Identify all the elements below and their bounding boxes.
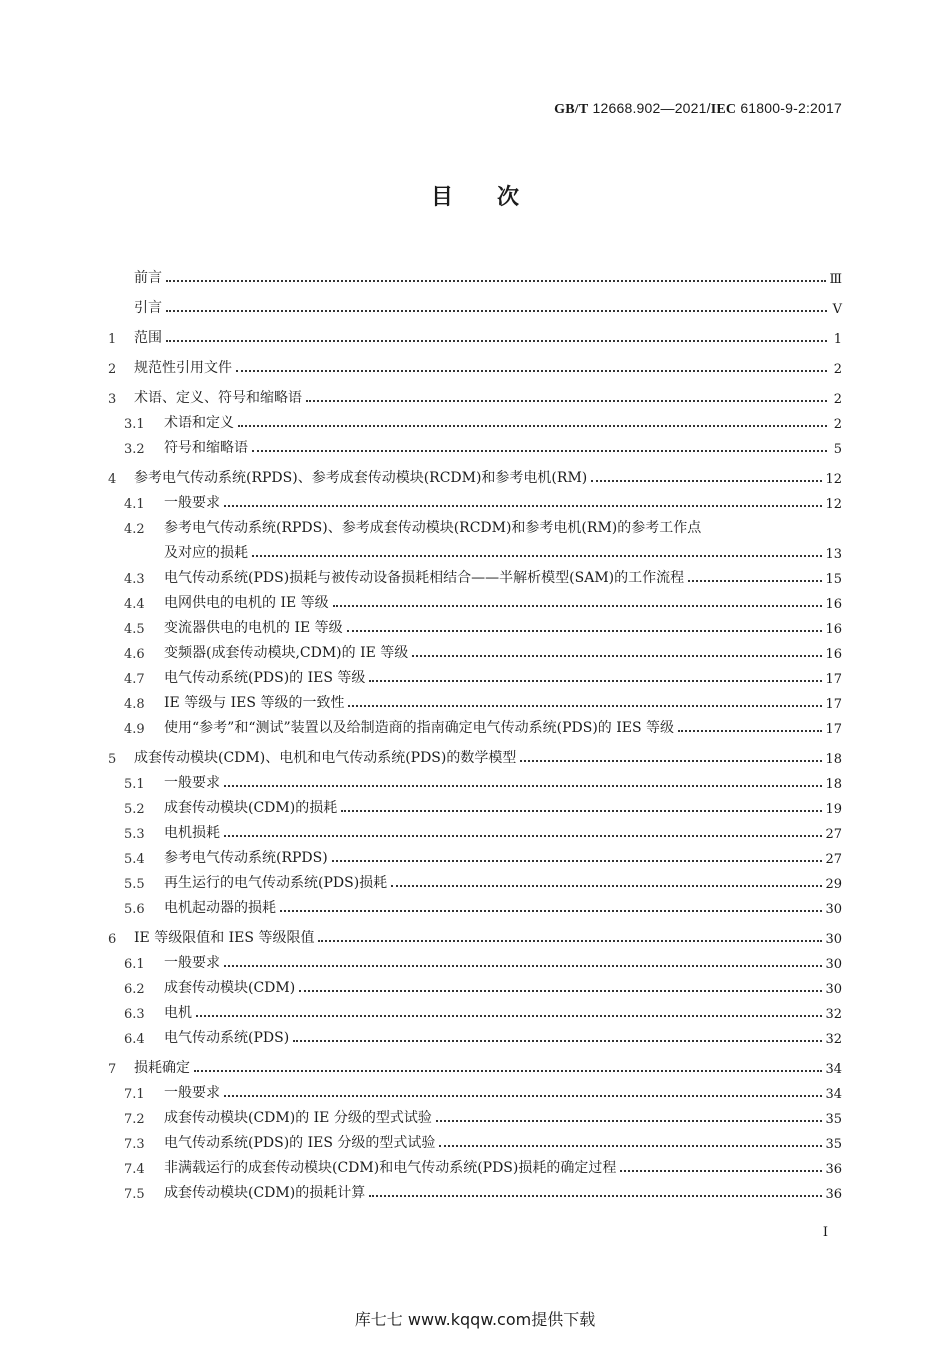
toc-entry-label: IE 等级与 IES 等级的一致性 — [164, 695, 345, 711]
toc-entry-number: 3 — [108, 392, 117, 407]
toc-entry-label: 成套传动模块(CDM)的损耗计算 — [164, 1185, 366, 1201]
toc-entry[interactable] — [108, 512, 842, 537]
toc-entry-page: 27 — [825, 852, 842, 867]
toc-entry-page: 5 — [833, 442, 842, 457]
toc-entry-page: 16 — [825, 647, 842, 662]
toc-entry-label: 引言 — [134, 300, 162, 316]
dot-leader — [333, 604, 823, 607]
toc-entry-number: 5.6 — [124, 902, 145, 917]
toc-entry[interactable] — [108, 537, 842, 562]
dot-leader — [341, 809, 822, 812]
toc-entry-label: 使用“参考”和“测试”装置以及给制造商的指南确定电气传动系统(PDS)的 IES 等级 — [164, 720, 675, 736]
toc-entry[interactable] — [108, 767, 842, 792]
toc-entry-label: 成套传动模块(CDM)、电机和电气传动系统(PDS)的数学模型 — [134, 750, 517, 766]
toc-entry[interactable] — [108, 1177, 842, 1202]
dot-leader — [520, 759, 822, 762]
toc-entry-number: 6 — [108, 932, 117, 947]
dot-leader — [439, 1144, 822, 1147]
toc-entry-label: 前言 — [134, 270, 162, 286]
toc-entry-label: 再生运行的电气传动系统(PDS)损耗 — [164, 875, 388, 891]
toc-entry-number: 6.1 — [124, 957, 145, 972]
toc-entry-label: IE 等级限值和 IES 等级限值 — [134, 930, 315, 946]
table-of-contents — [108, 262, 842, 1202]
toc-entry-page: 13 — [825, 547, 842, 562]
standard-number: GB/T 12668.902—2021/IEC 61800-9-2:2017 — [554, 100, 842, 117]
dot-leader — [252, 554, 822, 557]
toc-entry[interactable] — [108, 922, 842, 947]
toc-entry-label: 及对应的损耗 — [164, 545, 248, 561]
toc-entry[interactable] — [108, 407, 842, 432]
toc-entry-page: 17 — [825, 722, 842, 737]
toc-entry[interactable] — [108, 1127, 842, 1152]
download-footer: 库七七 www.kqqw.com提供下载 — [354, 1310, 596, 1329]
dot-leader — [293, 1039, 822, 1042]
page-number: I — [822, 1225, 828, 1240]
dot-leader — [318, 939, 822, 942]
toc-entry-page: 29 — [825, 877, 842, 892]
toc-entry-label: 电气传动系统(PDS)的 IES 分级的型式试验 — [164, 1135, 436, 1151]
toc-entry[interactable] — [108, 997, 842, 1022]
toc-entry-page: 35 — [825, 1112, 842, 1127]
toc-entry[interactable] — [108, 462, 842, 487]
toc-entry-number: 4.7 — [124, 672, 145, 687]
toc-entry-number: 5.4 — [124, 852, 145, 867]
toc-entry[interactable] — [108, 712, 842, 737]
toc-entry-page: 2 — [833, 362, 842, 377]
toc-entry[interactable] — [108, 322, 842, 347]
dot-leader — [224, 834, 822, 837]
toc-entry-number: 7.4 — [124, 1162, 145, 1177]
toc-entry-page: 36 — [825, 1162, 842, 1177]
toc-entry-number: 4.4 — [124, 597, 145, 612]
toc-entry-number: 5.5 — [124, 877, 145, 892]
toc-entry-number: 6.2 — [124, 982, 145, 997]
toc-entry-page: 19 — [825, 802, 842, 817]
toc-entry-page: 18 — [825, 777, 842, 792]
dot-leader — [236, 369, 827, 372]
dot-leader — [166, 309, 827, 312]
toc-entry-page: 35 — [825, 1137, 842, 1152]
dot-leader — [391, 884, 822, 887]
toc-entry-label: 一般要求 — [164, 495, 220, 511]
dot-leader — [194, 1069, 822, 1072]
dot-leader — [166, 279, 826, 282]
toc-entry-label: 电气传动系统(PDS)的 IES 等级 — [164, 670, 366, 686]
toc-entry-label: 变流器供电的电机的 IE 等级 — [164, 620, 343, 636]
toc-entry[interactable] — [108, 562, 842, 587]
page-title: 目次 — [430, 185, 563, 210]
toc-entry[interactable] — [108, 612, 842, 637]
toc-entry-label: 术语和定义 — [164, 415, 234, 431]
dot-leader — [224, 504, 822, 507]
toc-entry-label: 一般要求 — [164, 1085, 220, 1101]
dot-leader — [280, 909, 822, 912]
toc-entry[interactable] — [108, 817, 842, 842]
toc-entry[interactable] — [108, 742, 842, 767]
toc-entry-page: 2 — [833, 417, 842, 432]
toc-entry-label: 电网供电的电机的 IE 等级 — [164, 595, 329, 611]
toc-entry-label: 术语、定义、符号和缩略语 — [134, 390, 302, 406]
toc-entry-number: 7 — [108, 1062, 117, 1077]
dot-leader — [224, 784, 822, 787]
toc-entry-number: 2 — [108, 362, 117, 377]
toc-entry-label: 成套传动模块(CDM) — [164, 980, 296, 996]
toc-entry-page: 32 — [825, 1032, 842, 1047]
toc-entry-number: 7.5 — [124, 1187, 145, 1202]
dot-leader — [412, 654, 822, 657]
toc-entry-page: 32 — [825, 1007, 842, 1022]
toc-entry-label: 参考电气传动系统(RPDS) — [164, 850, 328, 866]
toc-entry-number: 4.9 — [124, 722, 145, 737]
toc-entry-label: 电气传动系统(PDS)损耗与被传动设备损耗相结合——半解析模型(SAM)的工作流程 — [164, 570, 685, 586]
toc-entry[interactable] — [108, 587, 842, 612]
dot-leader — [238, 424, 827, 427]
toc-entry-page: 30 — [825, 902, 842, 917]
toc-entry-number: 6.4 — [124, 1032, 145, 1047]
toc-entry[interactable] — [108, 867, 842, 892]
toc-entry-number: 4.5 — [124, 622, 145, 637]
toc-entry[interactable] — [108, 1152, 842, 1177]
toc-entry-number: 4.8 — [124, 697, 145, 712]
dot-leader — [678, 729, 822, 732]
toc-entry[interactable] — [108, 352, 842, 377]
dot-leader — [348, 704, 822, 707]
toc-entry-label: 变频器(成套传动模块,CDM)的 IE 等级 — [164, 645, 409, 661]
toc-entry-label: 电机起动器的损耗 — [164, 900, 276, 916]
toc-entry-label: 电气传动系统(PDS) — [164, 1030, 290, 1046]
toc-entry-number: 4.6 — [124, 647, 145, 662]
dot-leader — [166, 339, 827, 342]
toc-entry-page: 36 — [825, 1187, 842, 1202]
toc-entry-page: 27 — [825, 827, 842, 842]
toc-entry-page: 34 — [825, 1087, 842, 1102]
toc-entry-label: 损耗确定 — [134, 1060, 190, 1076]
dot-leader — [224, 1094, 822, 1097]
toc-entry-number: 7.1 — [124, 1087, 145, 1102]
toc-entry[interactable] — [108, 1022, 842, 1047]
dot-leader — [196, 1014, 822, 1017]
toc-entry-page: 34 — [825, 1062, 842, 1077]
dot-leader — [369, 1194, 822, 1197]
toc-entry-number: 5.2 — [124, 802, 145, 817]
toc-entry-number: 5.3 — [124, 827, 145, 842]
dot-leader — [591, 479, 822, 482]
toc-entry[interactable] — [108, 1052, 842, 1077]
dot-leader — [688, 579, 822, 582]
toc-entry-number: 7.3 — [124, 1137, 145, 1152]
toc-entry-label: 参考电气传动系统(RPDS)、参考成套传动模块(RCDM)和参考电机(RM)的参考工作点 — [164, 520, 702, 536]
toc-entry-label: 符号和缩略语 — [164, 440, 248, 456]
dot-leader — [369, 679, 822, 682]
toc-entry[interactable] — [108, 972, 842, 997]
toc-entry[interactable] — [108, 842, 842, 867]
toc-entry-label: 非满载运行的成套传动模块(CDM)和电气传动系统(PDS)损耗的确定过程 — [164, 1160, 617, 1176]
toc-entry[interactable] — [108, 1102, 842, 1127]
dot-leader — [224, 964, 822, 967]
toc-entry-page: 12 — [825, 472, 842, 487]
toc-entry[interactable] — [108, 687, 842, 712]
toc-entry[interactable] — [108, 1077, 842, 1102]
toc-entry[interactable] — [108, 792, 842, 817]
dot-leader — [332, 859, 823, 862]
toc-entry-page: 15 — [825, 572, 842, 587]
toc-entry-number: 4.3 — [124, 572, 145, 587]
toc-entry-page: 2 — [833, 392, 842, 407]
toc-entry-number: 4.2 — [124, 522, 145, 537]
toc-entry-page: 16 — [825, 597, 842, 612]
toc-entry-label: 电机损耗 — [164, 825, 220, 841]
toc-entry-label: 范围 — [134, 330, 162, 346]
toc-entry-label: 规范性引用文件 — [134, 360, 232, 376]
toc-entry-number: 4 — [108, 472, 117, 487]
dot-leader — [347, 629, 823, 632]
toc-entry-number: 3.1 — [124, 417, 145, 432]
toc-entry-label: 一般要求 — [164, 775, 220, 791]
toc-entry-number: 7.2 — [124, 1112, 145, 1127]
toc-entry[interactable] — [108, 947, 842, 972]
toc-entry-page: 17 — [825, 672, 842, 687]
toc-entry[interactable] — [108, 262, 842, 287]
dot-leader — [306, 399, 827, 402]
dot-leader — [436, 1119, 823, 1122]
toc-entry-page: 30 — [825, 982, 842, 997]
toc-entry-number: 5 — [108, 752, 117, 767]
toc-entry[interactable] — [108, 292, 842, 317]
toc-entry[interactable] — [108, 892, 842, 917]
dot-leader — [252, 449, 827, 452]
toc-entry[interactable] — [108, 662, 842, 687]
toc-entry-number: 5.1 — [124, 777, 145, 792]
toc-entry-label: 成套传动模块(CDM)的 IE 分级的型式试验 — [164, 1110, 432, 1126]
toc-entry-page: 17 — [825, 697, 842, 712]
toc-entry[interactable] — [108, 432, 842, 457]
toc-entry[interactable] — [108, 487, 842, 512]
toc-entry-page: Ⅲ — [829, 272, 842, 287]
toc-entry-number: 3.2 — [124, 442, 145, 457]
toc-entry-page: 30 — [825, 932, 842, 947]
toc-entry-number: 6.3 — [124, 1007, 145, 1022]
toc-entry-page: 16 — [825, 622, 842, 637]
toc-entry-label: 一般要求 — [164, 955, 220, 971]
toc-entry-page: Ⅴ — [832, 302, 842, 317]
toc-entry-page: 12 — [825, 497, 842, 512]
toc-entry-label: 成套传动模块(CDM)的损耗 — [164, 800, 338, 816]
dot-leader — [299, 989, 822, 992]
toc-entry-number: 1 — [108, 332, 117, 347]
toc-entry-number: 4.1 — [124, 497, 145, 512]
toc-entry-page: 1 — [833, 332, 842, 347]
dot-leader — [620, 1169, 822, 1172]
toc-entry-label: 电机 — [164, 1005, 192, 1021]
toc-entry-page: 30 — [825, 957, 842, 972]
toc-entry[interactable] — [108, 637, 842, 662]
toc-entry-label: 参考电气传动系统(RPDS)、参考成套传动模块(RCDM)和参考电机(RM) — [134, 470, 588, 486]
toc-entry[interactable] — [108, 382, 842, 407]
toc-entry-page: 18 — [825, 752, 842, 767]
